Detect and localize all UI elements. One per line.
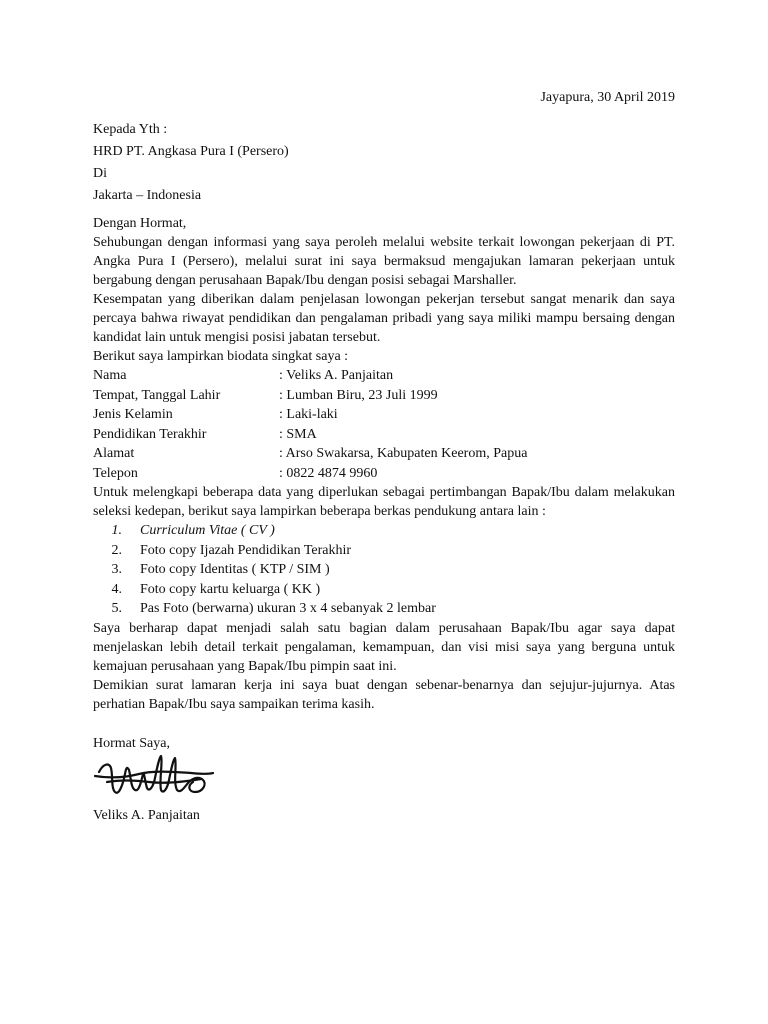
recipient-salutation: Kepada Yth : xyxy=(93,122,168,137)
recipient-company: HRD PT. Angkasa Pura I (Persero) xyxy=(93,144,289,159)
biodata-value: : Veliks A. Panjaitan xyxy=(279,368,394,383)
list-number: 2. xyxy=(111,542,122,558)
place-date: Jayapura, 30 April 2019 xyxy=(540,90,675,105)
biodata-value: : Laki-laki xyxy=(279,407,338,422)
biodata-label: Alamat xyxy=(93,446,135,461)
list-number: 5. xyxy=(111,601,122,616)
letter-body xyxy=(93,214,675,714)
paragraph-closing: Demikian surat lamaran kerja ini saya buat dengan sebenar-benarnya dan sejujur-jujurnya. Atas perhatian Bapak/Ibu saya sampaikan terima kasih. xyxy=(93,677,675,712)
recipient-preposition: Di xyxy=(93,166,107,181)
signature-image xyxy=(93,752,215,802)
list-number: 4. xyxy=(111,581,122,597)
list-text: Foto copy Ijazah Pendidikan Terakhir xyxy=(140,542,352,558)
biodata-label: Pendidikan Terakhir xyxy=(93,426,207,442)
biodata-label: Jenis Kelamin xyxy=(93,407,173,422)
biodata-label: Tempat, Tanggal Lahir xyxy=(93,387,221,403)
signer-name: Veliks A. Panjaitan xyxy=(93,808,200,823)
list-item xyxy=(93,580,675,600)
recipient-block xyxy=(93,119,675,207)
biodata-table xyxy=(93,366,675,483)
closing-salutation: Hormat Saya, xyxy=(93,736,170,751)
biodata-row xyxy=(93,366,675,386)
list-number: 3. xyxy=(111,562,122,577)
recipient-location: Jakarta – Indonesia xyxy=(93,188,202,203)
list-text: Foto copy Identitas ( KTP / SIM ) xyxy=(140,562,330,577)
list-number: 1. xyxy=(111,523,122,538)
biodata-row xyxy=(93,425,675,445)
biodata-value: : Lumban Biru, 23 Juli 1999 xyxy=(279,387,438,403)
biodata-intro: Berikut saya lampirkan biodata singkat saya : xyxy=(93,349,349,364)
biodata-row xyxy=(93,386,675,406)
paragraph-hope: Saya berharap dapat menjadi salah satu bagian dalam perusahaan Bapak/Ibu agar saya dapat menjelaskan lebih detail terkait pengalaman, kemampuan, dan visi misi saya yang berguna untuk kemajuan perusahaan yang Bapak/Ibu pimpin saat ini. xyxy=(93,620,675,674)
list-item xyxy=(93,521,675,541)
list-item xyxy=(93,599,675,619)
biodata-label: Nama xyxy=(93,368,127,383)
biodata-value: : SMA xyxy=(279,426,317,442)
biodata-row xyxy=(93,464,675,484)
paragraph-motivation: Kesempatan yang diberikan dalam penjelasan lowongan pekerjan tersebut sangat menarik dan saya percaya bahwa riwayat pendidikan dan pengalaman pribadi yang saya miliki mampu bersaing dengan kandidat lain untuk mengisi posisi jabatan tersebut. xyxy=(93,292,675,345)
attachments-intro: Untuk melengkapi beberapa data yang diperlukan sebagai pertimbangan Bapak/Ibu dalam melakukan seleksi kedepan, berikut saya lampirkan beberapa berkas pendukung antara lain : xyxy=(93,485,675,519)
attachments-list xyxy=(93,521,675,619)
paragraph-intro: Sehubungan dengan informasi yang saya peroleh melalui website terkait lowongan pekerjaan di PT. Angka Pura I (Persero), melalui surat ini saya bermaksud mengajukan lamaran pekerjaan untuk bergabung dengan perusahaan Bapak/Ibu dengan posisi sebagai Marshaller. xyxy=(93,235,675,288)
biodata-value: : 0822 4874 9960 xyxy=(279,465,378,481)
biodata-label: Telepon xyxy=(93,465,138,481)
list-item xyxy=(93,541,675,561)
biodata-row xyxy=(93,444,675,464)
biodata-value: : Arso Swakarsa, Kabupaten Keerom, Papua xyxy=(279,446,528,461)
biodata-row xyxy=(93,405,675,425)
list-text: Curriculum Vitae ( CV ) xyxy=(140,523,275,538)
greeting: Dengan Hormat, xyxy=(93,216,187,231)
list-text: Pas Foto (berwarna) ukuran 3 x 4 sebanyak 2 lembar xyxy=(140,601,436,616)
list-text: Foto copy kartu keluarga ( KK ) xyxy=(140,581,321,597)
list-item xyxy=(93,560,675,580)
